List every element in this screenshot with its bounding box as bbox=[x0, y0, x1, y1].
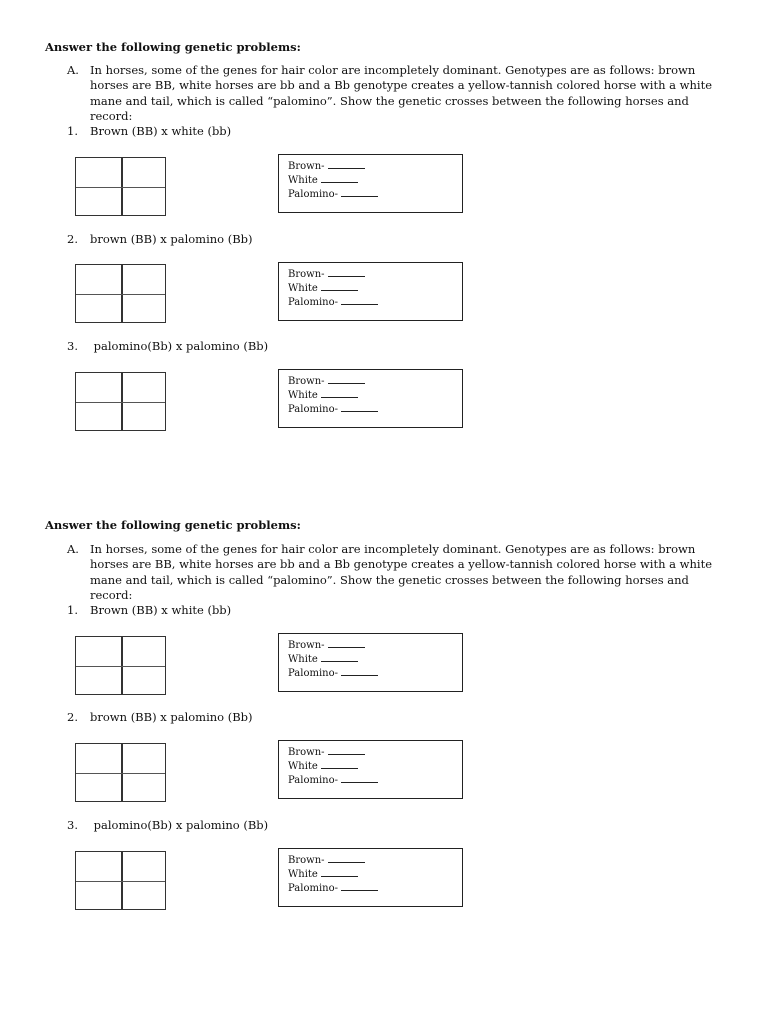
answer-blank[interactable] bbox=[321, 388, 358, 398]
problem-number: 1. bbox=[67, 603, 78, 617]
problem-label bbox=[67, 818, 268, 832]
problem-number: 3. bbox=[67, 339, 78, 353]
answer-blank[interactable] bbox=[328, 374, 365, 384]
record-brown: Brown- bbox=[288, 745, 462, 759]
intro-marker: A. bbox=[67, 63, 79, 77]
problem-cross: brown (BB) x palomino (Bb) bbox=[90, 232, 253, 246]
problem-number: 1. bbox=[67, 124, 78, 138]
record-palomino: Palomino- bbox=[288, 295, 462, 309]
record-white: White bbox=[288, 652, 462, 666]
problem-label bbox=[67, 124, 231, 138]
section-heading: Answer the following genetic problems: bbox=[45, 518, 301, 532]
record-brown: Brown- bbox=[288, 159, 462, 173]
record-palomino: Palomino- bbox=[288, 187, 462, 201]
answer-blank[interactable] bbox=[341, 881, 378, 891]
answer-blank[interactable] bbox=[328, 853, 365, 863]
record-brown: Brown- bbox=[288, 267, 462, 281]
record-white: White bbox=[288, 388, 462, 402]
answer-blank[interactable] bbox=[328, 159, 365, 169]
record-box bbox=[278, 633, 463, 692]
punnett-square[interactable] bbox=[75, 743, 166, 802]
intro-paragraph bbox=[67, 63, 722, 124]
answer-blank[interactable] bbox=[341, 295, 378, 305]
answer-blank[interactable] bbox=[321, 652, 358, 662]
answer-blank[interactable] bbox=[321, 173, 358, 183]
record-white: White bbox=[288, 867, 462, 881]
record-brown: Brown- bbox=[288, 374, 462, 388]
punnett-square[interactable] bbox=[75, 636, 166, 695]
answer-blank[interactable] bbox=[341, 666, 378, 676]
problem-number: 2. bbox=[67, 232, 78, 246]
record-brown: Brown- bbox=[288, 638, 462, 652]
intro-paragraph bbox=[67, 542, 722, 603]
section-heading: Answer the following genetic problems: bbox=[45, 40, 301, 54]
answer-blank[interactable] bbox=[321, 867, 358, 877]
problem-number: 3. bbox=[67, 818, 78, 832]
answer-blank[interactable] bbox=[328, 267, 365, 277]
record-palomino: Palomino- bbox=[288, 402, 462, 416]
record-box bbox=[278, 154, 463, 213]
problem-cross: Brown (BB) x white (bb) bbox=[90, 124, 232, 138]
record-box bbox=[278, 369, 463, 428]
answer-blank[interactable] bbox=[321, 281, 358, 291]
intro-marker: A. bbox=[67, 542, 79, 556]
answer-blank[interactable] bbox=[321, 759, 358, 769]
answer-blank[interactable] bbox=[341, 187, 378, 197]
record-box bbox=[278, 740, 463, 799]
record-palomino: Palomino- bbox=[288, 773, 462, 787]
problem-label bbox=[67, 232, 253, 246]
punnett-square[interactable] bbox=[75, 264, 166, 323]
record-white: White bbox=[288, 759, 462, 773]
punnett-square[interactable] bbox=[75, 157, 166, 216]
record-box bbox=[278, 848, 463, 907]
punnett-square[interactable] bbox=[75, 851, 166, 910]
answer-blank[interactable] bbox=[328, 638, 365, 648]
problem-cross: Brown (BB) x white (bb) bbox=[90, 603, 232, 617]
problem-label bbox=[67, 603, 231, 617]
record-white: White bbox=[288, 281, 462, 295]
problem-cross: palomino(Bb) x palomino (Bb) bbox=[90, 818, 269, 832]
problem-number: 2. bbox=[67, 710, 78, 724]
intro-text: In horses, some of the genes for hair color are incompletely dominant. Genotypes are as follows: brown horses are BB, white horses are bb and a Bb genotype creates a yellow-tannish colored horse with a white mane and tail, which is called “palomino”. Show the genetic crosses between the following horses and record: bbox=[90, 542, 712, 602]
answer-blank[interactable] bbox=[341, 402, 378, 412]
problem-label bbox=[67, 339, 268, 353]
record-white: White bbox=[288, 173, 462, 187]
record-box bbox=[278, 262, 463, 321]
problem-label bbox=[67, 710, 253, 724]
problem-cross: palomino(Bb) x palomino (Bb) bbox=[90, 339, 269, 353]
answer-blank[interactable] bbox=[328, 745, 365, 755]
punnett-square[interactable] bbox=[75, 372, 166, 431]
record-palomino: Palomino- bbox=[288, 666, 462, 680]
record-palomino: Palomino- bbox=[288, 881, 462, 895]
intro-text: In horses, some of the genes for hair color are incompletely dominant. Genotypes are as follows: brown horses are BB, white horses are bb and a Bb genotype creates a yellow-tannish colored horse with a white mane and tail, which is called “palomino”. Show the genetic crosses between the following horses and record: bbox=[90, 63, 712, 123]
problem-cross: brown (BB) x palomino (Bb) bbox=[90, 710, 253, 724]
record-brown: Brown- bbox=[288, 853, 462, 867]
answer-blank[interactable] bbox=[341, 773, 378, 783]
